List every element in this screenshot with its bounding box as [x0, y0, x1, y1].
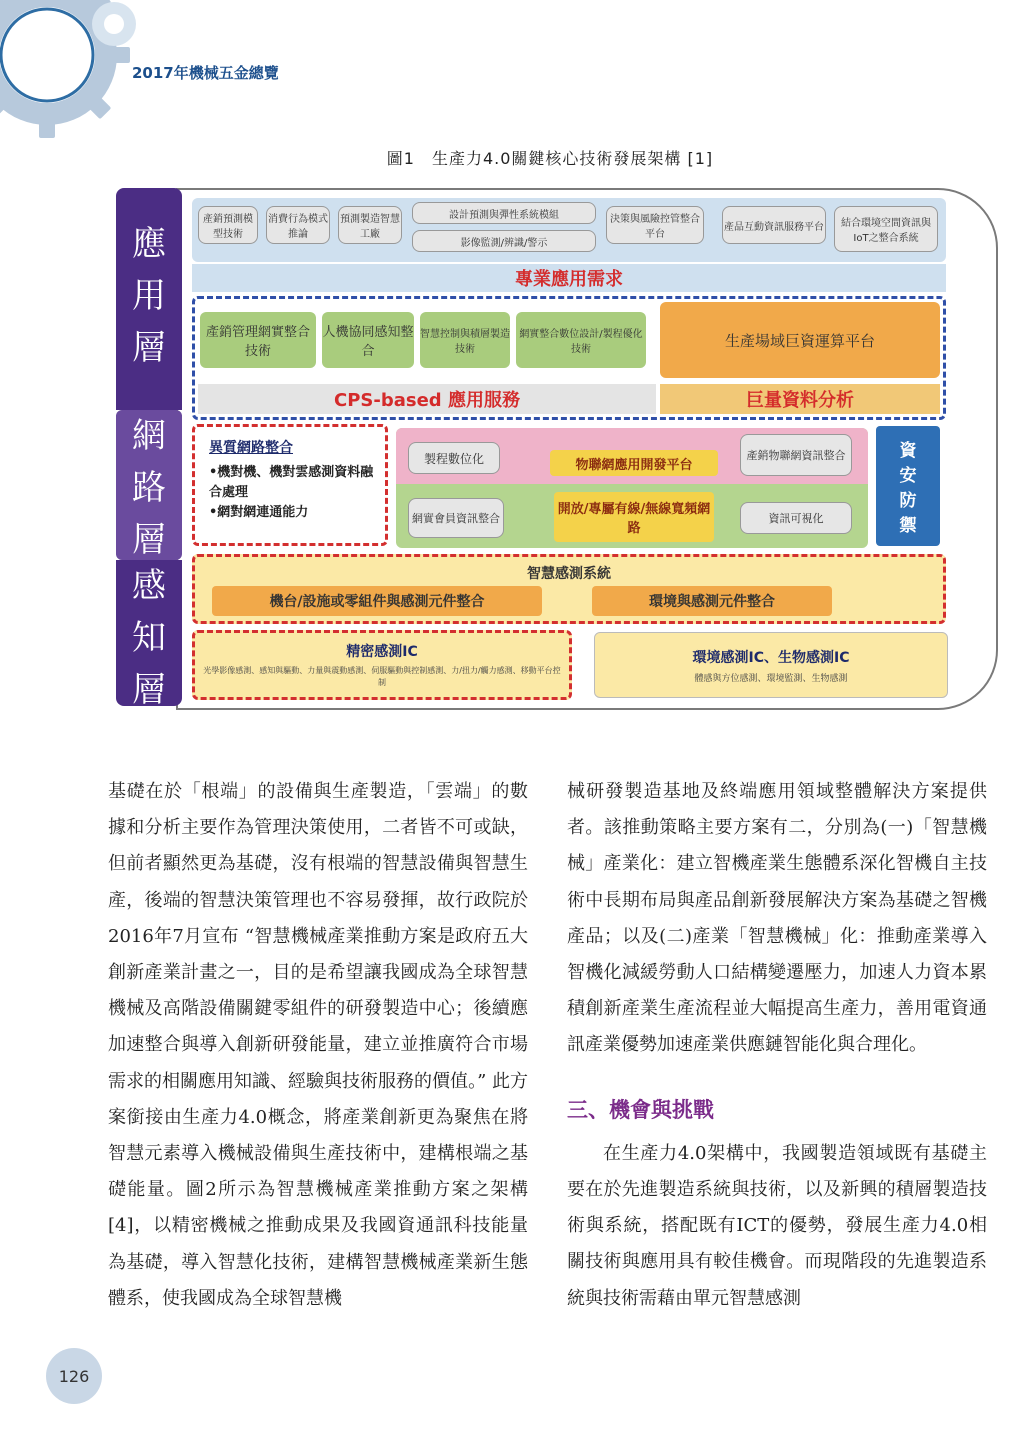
cps-item-3: 智慧控制與積層製造技術 — [420, 312, 510, 368]
precision-ic-sub: 光學影像感測、感知與驅動、力量與震動感測、伺服驅動與控制感測、力/扭力/觸力感測、移動平台控制 — [203, 666, 561, 687]
tag-4: 設計預測與彈性系統模組 — [412, 202, 596, 224]
layer-application: 應用層 — [116, 188, 182, 410]
layer-sensing: 感知層 — [116, 560, 182, 706]
iot-tag-3: 網實會員資訊整合 — [408, 498, 504, 538]
figure-caption: 圖1 生產力4.0關鍵核心技術發展架構 [1] — [386, 149, 714, 168]
bigdata-label: 巨量資料分析 — [660, 384, 940, 414]
page-number: 126 — [46, 1348, 102, 1404]
cps-item-2: 人機協同感知整合 — [322, 312, 414, 368]
integration-right: 環境與感測元件整合 — [592, 586, 832, 616]
iot-tag-2: 產銷物聯網資訊整合 — [740, 434, 852, 476]
tag-6: 決策與風險控管整合平台 — [606, 206, 704, 244]
body-right-column — [567, 774, 987, 1317]
hetero-item-1: •機對機、機對雲感測資料融合處理 — [209, 465, 374, 500]
integration-left: 機台/設施或零組件與感測元件整合 — [212, 586, 542, 616]
right-paragraph-2: 在生產力4.0架構中，我國製造領域既有基礎主要在於先進製造系統與技術，以及新興的積層製造技術與系統，搭配既有ICT的優勢，發展生產力4.0相關技術與應用具有較佳機會。而現階段的先進製造系統與技術需藉由單元智慧感測 — [567, 1142, 987, 1309]
security-box: 資安防禦 — [876, 426, 940, 546]
small-gear-icon — [84, 0, 144, 54]
left-paragraph: 基礎在於「根端」的設備與生產製造，「雲端」的數據和分析主要作為管理決策使用，二者皆不可或缺，但前者顯然更為基礎，沒有根端的智慧設備與智慧生產，後端的智慧決策管理也不容易發揮，故行政院於2016年7月宣布 “智慧機械產業推動方案是政府五大創新產業計畫之一，目的是希望讓我國成為全球智慧機械及高階設備關鍵零組件的研發製造中心；後續應加速整合與導入創新研發能量，建立並推廣符合市場需求的相關應用知識、經驗與技術服務的價值。” 此方案銜接由生產力4.0概念，將產業創新更為聚焦在將智慧元素導入機械設備與生產技術中，建構根端之基礎能量。圖2所示為智慧機械產業推動方案之架構[4]，以精密機械之推動成果及我國資通訊科技能量為基礎，導入智慧化技術，建構智慧機械產業新生態體系，使我國成為全球智慧機 — [108, 781, 528, 1309]
cps-item-4: 網實整合數位設計/製程優化技術 — [516, 312, 646, 368]
bigdata-platform: 生產場域巨資運算平台 — [660, 302, 940, 378]
precision-ic-box — [192, 630, 572, 700]
industry-needs-label: 專業應用需求 — [192, 264, 946, 292]
architecture-figure — [116, 188, 996, 718]
tag-1: 產銷預測模型技術 — [198, 206, 258, 244]
tag-7: 產品互動資訊服務平台 — [722, 206, 826, 244]
body-left-column — [108, 774, 528, 1317]
tag-3: 預測製造智慧工廠 — [338, 206, 402, 244]
journal-title: 2017年機械五金總覽 — [132, 64, 279, 82]
precision-ic-title: 精密感測IC — [346, 644, 418, 660]
env-ic-title: 環境感測IC、生物感測IC — [692, 649, 850, 666]
hetero-item-2: •網對網連通能力 — [209, 505, 309, 520]
open-network: 開放/專屬有線/無線寬頻網路 — [554, 492, 714, 542]
right-paragraph-1: 械研發製造基地及終端應用領域整體解決方案提供者。該推動策略主要方案有二，分別為(一)「智慧機械」產業化：建立智機產業生態體系深化智機自主技術中長期布局與產品創新發展解決方案為基礎之智機產品；以及(二)產業「智慧機械」化：推動產業導入智機化減緩勞動人口結構變遷壓力，加速人力資本累積創新產業生產流程並大幅提高生產力，善用電資通訊產業優勢加速產業供應鏈智能化與合理化。 — [567, 781, 987, 1056]
iot-tag-4: 資訊可視化 — [740, 502, 852, 534]
cps-item-1: 產銷管理網實整合技術 — [200, 312, 316, 368]
hetero-network-box — [192, 424, 388, 546]
tag-5: 影像監測/辨識/警示 — [412, 230, 596, 252]
smart-sensing-label: 智慧感測系統 — [527, 566, 611, 582]
layer-network: 網路層 — [116, 410, 182, 560]
cps-label: CPS-based 應用服務 — [198, 384, 656, 414]
tag-2: 消費行為模式推論 — [266, 206, 330, 244]
iot-tag-1: 製程數位化 — [408, 442, 500, 474]
tag-8: 結合環境空間資訊與IoT之整合系統 — [834, 206, 938, 252]
env-ic-box — [594, 632, 948, 698]
iot-platform: 物聯網應用開發平台 — [550, 450, 718, 476]
section-heading: 三、機會與挑戰 — [567, 1097, 714, 1122]
env-ic-sub: 體感與方位感測、環境監測、生物感測 — [694, 673, 848, 684]
hetero-title: 異質網路整合 — [209, 440, 293, 456]
